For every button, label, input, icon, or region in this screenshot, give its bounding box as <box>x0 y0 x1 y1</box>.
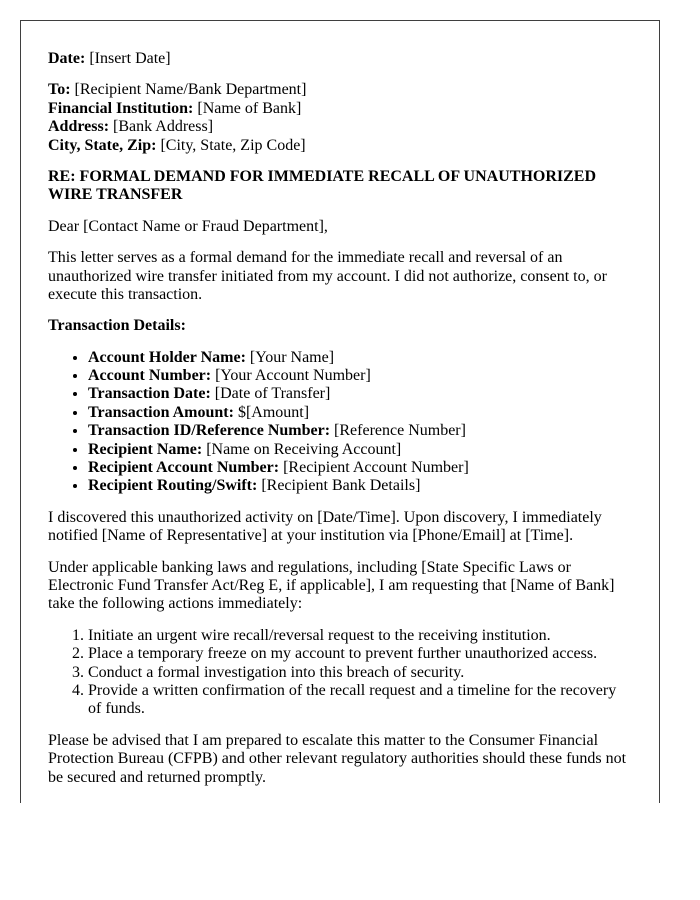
date-label: Date: <box>48 50 86 67</box>
detail-item-transaction-amount <box>88 404 632 422</box>
city-state-zip-value: [City, State, Zip Code] <box>160 136 306 154</box>
action-item-recall-request: 1. Initiate an urgent wire recall/reversal request to the receiving institution. <box>88 627 632 645</box>
detail-label: Account Holder Name: <box>88 348 246 366</box>
detail-value: [Recipient Account Number] <box>283 459 469 477</box>
detail-value: [Date of Transfer] <box>214 385 331 403</box>
detail-value: [Reference Number] <box>334 422 466 440</box>
transaction-details-heading: Transaction Details: <box>48 317 186 335</box>
city-state-zip-line <box>48 137 632 155</box>
detail-value: [Your Account Number] <box>215 367 371 385</box>
financial-institution-value: [Name of Bank] <box>197 99 302 117</box>
detail-label: Account Number: <box>88 367 212 385</box>
detail-value: [Your Name] <box>249 348 335 366</box>
detail-value: [Name on Receiving Account] <box>206 440 402 458</box>
detail-label: Transaction ID/Reference Number: <box>88 422 331 440</box>
detail-item-account-number <box>88 367 632 385</box>
requested-actions-list <box>48 627 632 719</box>
recipient-block <box>48 81 632 155</box>
detail-value: $[Amount] <box>237 403 310 421</box>
address-label: Address: <box>48 118 110 136</box>
action-item-written-confirmation: 4. Provide a written confirmation of the recall request and a timeline for the recovery of funds. <box>88 682 632 719</box>
city-state-zip-label: City, State, Zip: <box>48 136 157 154</box>
detail-label: Recipient Routing/Swift: <box>88 477 258 495</box>
recipient-to-label: To: <box>48 81 71 99</box>
request-paragraph: Under applicable banking laws and regulations, including [State Specific Laws or Electronic Fund Transfer Act/Reg E, if applicable], I am requesting that [Name of Bank] take the following actions immediately: <box>48 558 615 613</box>
detail-label: Recipient Account Number: <box>88 459 280 477</box>
detail-label: Transaction Amount: <box>88 403 234 421</box>
date-line <box>48 50 632 68</box>
detail-item-transaction-date <box>88 385 632 403</box>
action-item-investigation: 3. Conduct a formal investigation into this breach of security. <box>88 664 632 682</box>
date-value: [Insert Date] <box>89 50 171 67</box>
detail-value: [Recipient Bank Details] <box>261 477 421 495</box>
subject-line: RE: FORMAL DEMAND FOR IMMEDIATE RECALL OF UNAUTHORIZED WIRE TRANSFER <box>48 167 597 204</box>
salutation: Dear [Contact Name or Fraud Department], <box>48 217 328 235</box>
financial-institution-label: Financial Institution: <box>48 99 194 117</box>
recipient-to-value: [Recipient Name/Bank Department] <box>74 81 307 99</box>
detail-item-account-holder-name <box>88 349 632 367</box>
detail-label: Transaction Date: <box>88 385 211 403</box>
recipient-to-line <box>48 81 632 99</box>
action-item-account-freeze: 2. Place a temporary freeze on my account to prevent further unauthorized access. <box>88 645 632 663</box>
detail-item-recipient-account-number <box>88 459 632 477</box>
letter-frame <box>20 20 660 803</box>
opening-paragraph: This letter serves as a formal demand for the immediate recall and reversal of an unauthorized wire transfer initiated from my account. I did not authorize, consent to, or execute this transaction. <box>48 249 607 303</box>
detail-item-recipient-routing-swift <box>88 477 632 495</box>
escalation-paragraph: Please be advised that I am prepared to escalate this matter to the Consumer Financial Protection Bureau (CFPB) and other relevant regulatory authorities should these funds not be secured and returned promptly. <box>48 731 627 786</box>
address-line <box>48 118 632 136</box>
discovery-paragraph: I discovered this unauthorized activity on [Date/Time]. Upon discovery, I immediately notified [Name of Representative] at your institution via [Phone/Email] at [Time]. <box>48 508 602 545</box>
detail-item-recipient-name <box>88 441 632 459</box>
financial-institution-line <box>48 100 632 118</box>
detail-label: Recipient Name: <box>88 440 203 458</box>
address-value: [Bank Address] <box>113 118 214 136</box>
transaction-details-list <box>48 349 632 496</box>
detail-item-reference-number <box>88 422 632 440</box>
